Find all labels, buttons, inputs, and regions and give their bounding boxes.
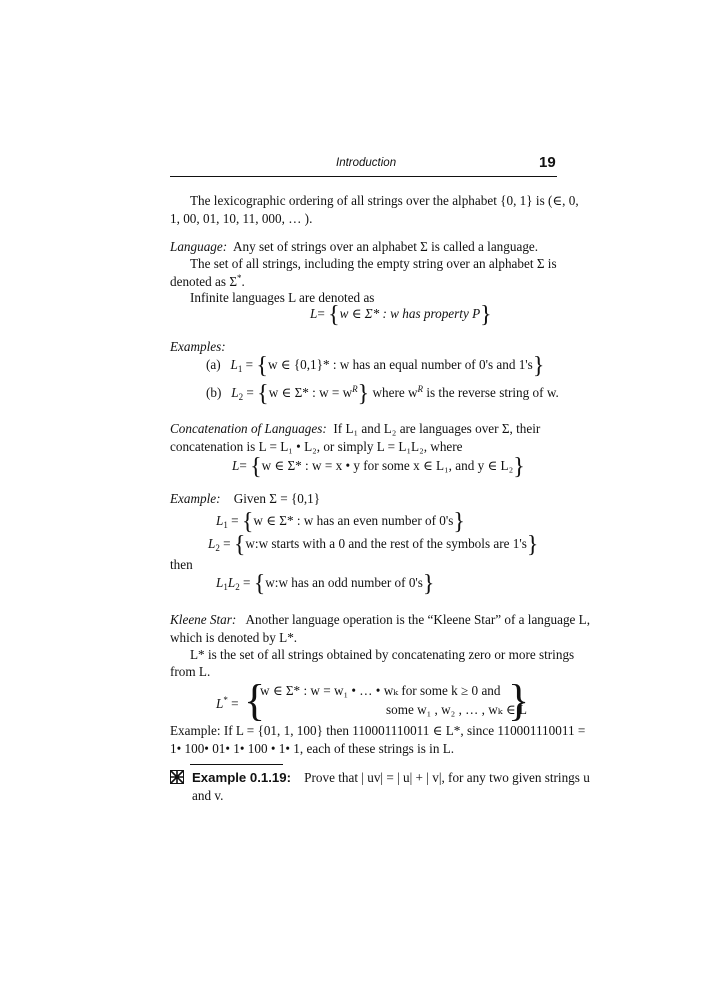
kleene-eq-row-1: w ∈ Σ* : w = w₁ • … • wₖ for some k ≥ 0 and xyxy=(260,683,501,698)
concat-equation: L= {w ∈ Σ* : w = x • y for some x ∈ L₁, and y ∈ L₂} xyxy=(232,454,525,480)
examples-heading: Examples: xyxy=(170,339,226,354)
example-box-line-1: Example 0.1.19: Prove that | uv| = | u| + | v|, for any two given strings u xyxy=(192,770,590,785)
example-box-line-2: and v. xyxy=(192,788,224,803)
language-p2-line2: denoted as Σ*. xyxy=(170,273,245,289)
example-l2: $L_2$ = {w:w starts with a 0 and the rest of the symbols are 1's} xyxy=(208,532,539,558)
example-then: then xyxy=(170,557,193,572)
language-equation: L= {w ∈ Σ* : w has property P} xyxy=(310,302,492,328)
language-def: Any set of strings over an alphabet Σ is called a language. xyxy=(233,239,539,254)
kleene-eq-row-2: some w₁ , w₂ , … , wₖ ∈ L xyxy=(386,702,527,717)
example-l1: $L_1 = \{w$ ∈ Σ* : w has an even number of 0's} xyxy=(216,509,465,535)
language-paragraph xyxy=(170,239,538,255)
page-number: 19 xyxy=(539,154,556,171)
example-given: Example: Given Σ = {0,1} xyxy=(170,491,321,506)
example-box-rule xyxy=(190,764,283,765)
lex-line-1: The lexicographic ordering of all strings over the alphabet {0, 1} is (∈, 0, xyxy=(190,193,579,208)
language-p2-line1: The set of all strings, including the empty string over an alphabet Σ is xyxy=(190,256,557,271)
kleene-line-1: Kleene Star: Another language operation is the “Kleene Star” of a language L, xyxy=(170,612,591,627)
language-term: Language: xyxy=(170,239,228,254)
example-l1l2: $L_1L_2$ = {w:w has an odd number of 0's} xyxy=(216,571,435,597)
kleene-line-4: from L. xyxy=(170,664,211,679)
kleene-line-3: L* is the set of all strings obtained by concatenating zero or more strings xyxy=(190,647,575,662)
example-marker-icon xyxy=(170,770,184,784)
lex-line-2: 1, 00, 01, 10, 11, 000, … ). xyxy=(170,211,313,226)
kleene-line-2: which is denoted by L*. xyxy=(170,630,298,645)
concat-line-2: concatenation is L = L₁ • L₂, or simply L = L₁L₂, where xyxy=(170,439,463,454)
language-p3: Infinite languages L are denoted as xyxy=(190,290,375,305)
example2-line-2: 1• 100• 01• 1• 100 • 1• 1, each of these strings is in L. xyxy=(170,741,455,756)
example2-line-1: Example: If L = {01, 1, 100} then 110001110011 ∈ L*, since 110001110011 = xyxy=(170,723,586,738)
example-b: (b) $L_2 = \{w$ ∈ Σ* : $w = w^R$} where $w^R$ is the reverse string of w. xyxy=(206,381,559,407)
concat-line-1: Concatenation of Languages: If L₁ and L₂ are languages over Σ, their xyxy=(170,421,541,436)
example-a: (a) $L_1 = \{w$ ∈ {0,1}* : w has an equal number of 0's and 1's} xyxy=(206,353,545,379)
header-rule xyxy=(170,176,557,177)
running-header: Introduction xyxy=(336,157,397,169)
